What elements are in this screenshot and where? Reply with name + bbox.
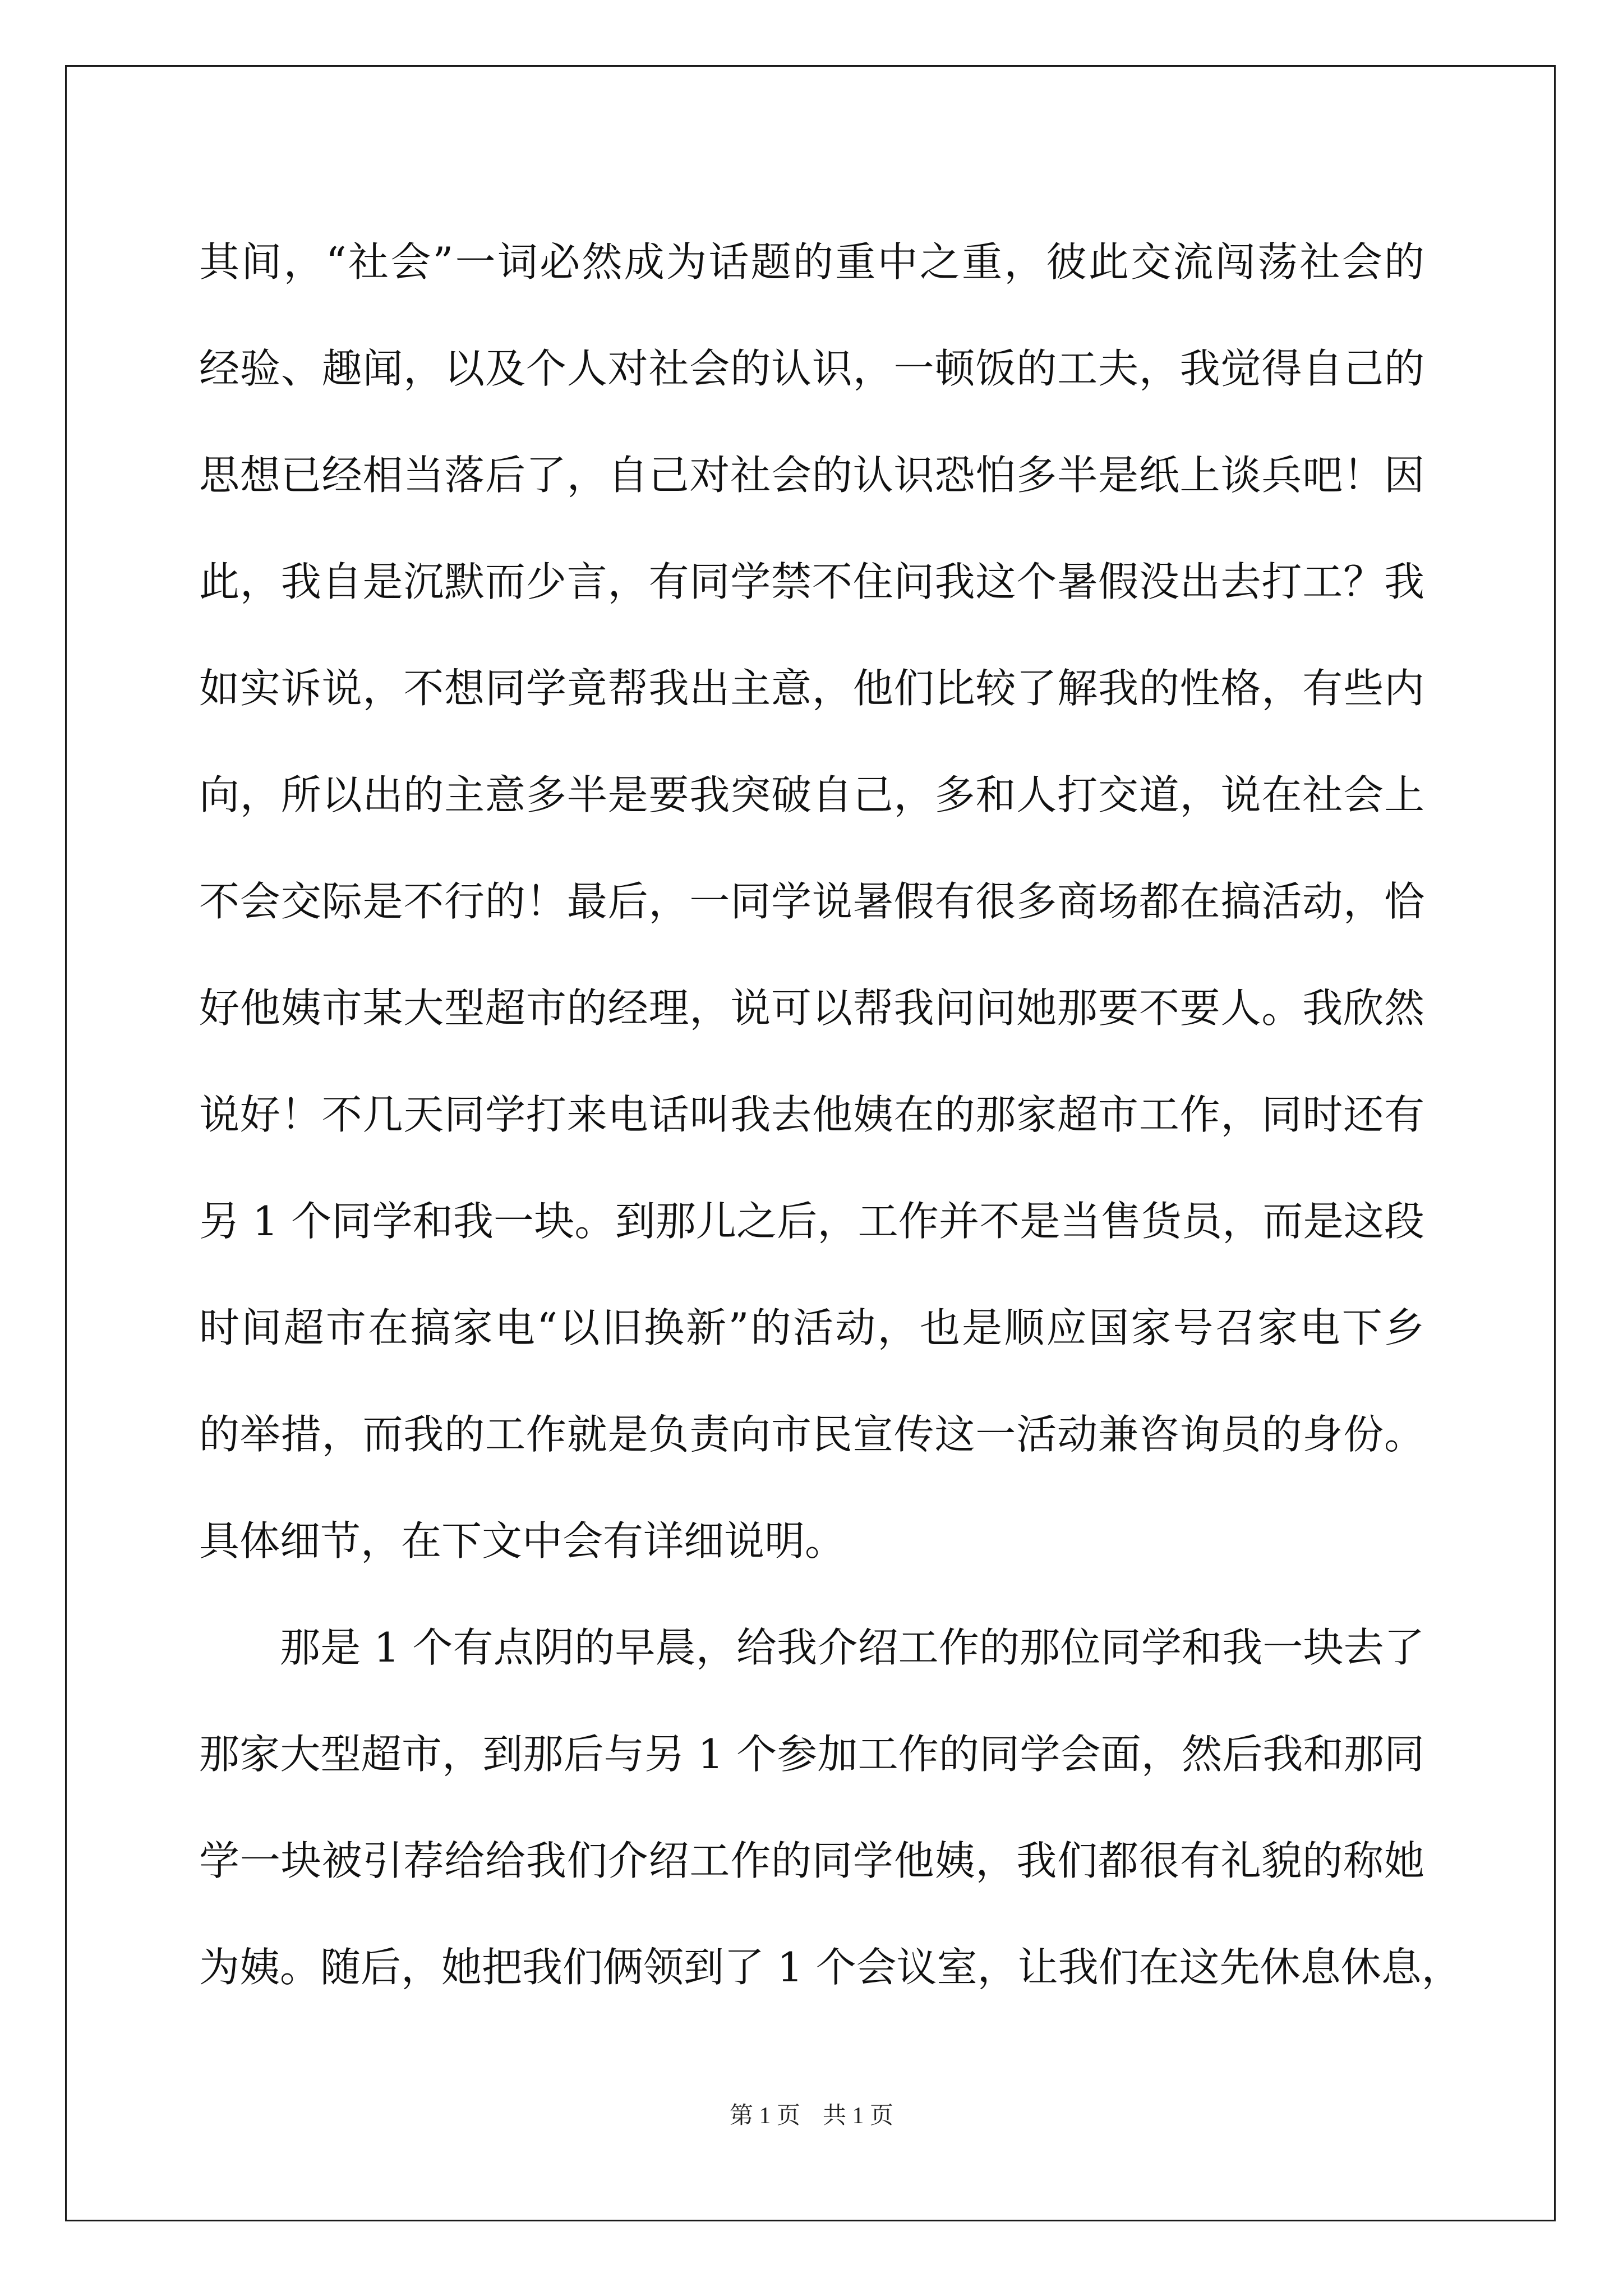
document-body [199, 209, 1462, 2021]
text-line: 思想已经相当落后了，自己对社会的认识恐怕多半是纸上谈兵吧！因 [199, 452, 1424, 499]
text-line: 好他姨市某大型超市的经理，说可以帮我问问她那要不要人。我欣然 [199, 984, 1424, 1032]
text-line: 此，我自是沉默而少言，有同学禁不住问我这个暑假没出去打工？我 [199, 558, 1424, 605]
paragraph-1 [199, 209, 1424, 1594]
text-line: 经验、趣闻，以及个人对社会的认识，一顿饭的工夫，我觉得自己的 [199, 345, 1424, 392]
text-line: 说好！不几天同学打来电话叫我去他姨在的那家超市工作，同时还有 [199, 1091, 1424, 1138]
text-line: 其间，“社会”一词必然成为话题的重中之重，彼此交流闯荡社会的 [199, 238, 1424, 286]
page-footer [0, 2097, 1623, 2131]
text-line: 具体细节，在下文中会有详细说明。 [199, 1517, 846, 1565]
paragraph-2 [199, 1594, 1462, 2021]
text-line: 不会交际是不行的！最后，一同学说暑假有很多商场都在搞活动，恰 [199, 878, 1424, 925]
text-line: 学一块被引荐给给我们介绍工作的同学他姨，我们都很有礼貌的称她 [199, 1837, 1424, 1884]
text-line: 向，所以出的主意多半是要我突破自己，多和人打交道，说在社会上 [199, 771, 1424, 818]
page-number: 第 1 页 [729, 2103, 800, 2129]
text-line: 的举措，而我的工作就是负责向市民宣传这一活动兼咨询员的身份。 [199, 1411, 1424, 1458]
text-line: 为姨。随后，她把我们俩领到了 1 个会议室，让我们在这先休息休息， [199, 1944, 1462, 1991]
text-line: 另 1 个同学和我一块。到那儿之后，工作并不是当售货员，而是这段 [199, 1198, 1424, 1245]
text-line: 时间超市在搞家电“以旧换新”的活动，也是顺应国家号召家电下乡 [199, 1304, 1424, 1351]
page-total: 共 1 页 [823, 2103, 894, 2129]
text-line: 如实诉说，不想同学竟帮我出主意，他们比较了解我的性格，有些内 [199, 665, 1424, 712]
text-line: 那家大型超市，到那后与另 1 个参加工作的同学会面，然后我和那同 [199, 1731, 1424, 1778]
text-line: 那是 1 个有点阴的早晨，给我介绍工作的那位同学和我一块去了 [280, 1624, 1424, 1671]
